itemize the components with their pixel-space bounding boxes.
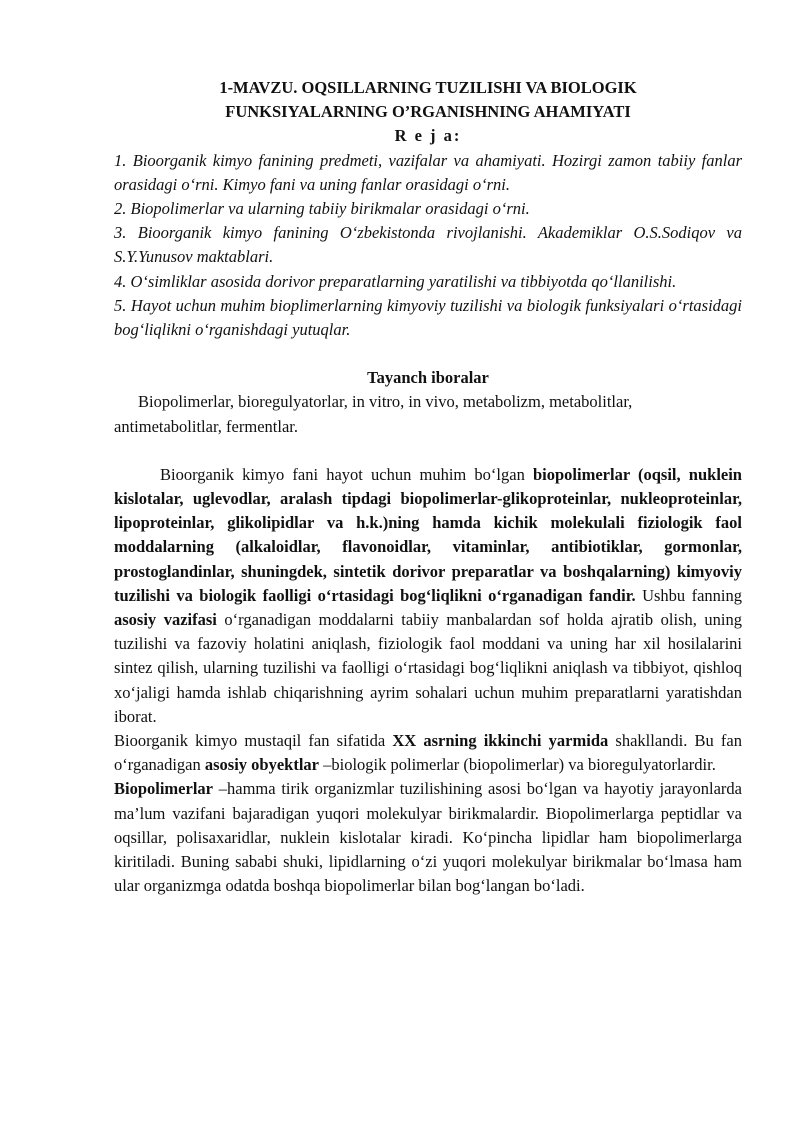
paragraph-text: –hamma tirik organizmlar tuzilishining asosi bo‘lgan va hayotiy jarayonlarda ma’lum vazifani bajaradigan yuqori molekulyar birikmalardir. Biopolimerlarga peptidlar va oqsillar, polisaxaridlar, nuklein kislotalar kiradi. Ko‘pincha lipidlar ham biopolimerlarga kiritiladi. Buning sababi shuki, lipidlarning o‘zi yuqori molekulyar birikmalar bo‘lmasa ham ular organizmga odatda boshqa biopolimerlar bilan bog‘langan bo‘ladi. bbox=[114, 779, 742, 896]
paragraph-text: Bioorganik kimyo fani hayot uchun muhim bo‘lgan bbox=[160, 464, 533, 484]
paragraph-bold: Biopolimerlar bbox=[114, 779, 213, 799]
spacer bbox=[114, 342, 742, 366]
paragraph-biopolymers bbox=[114, 777, 742, 898]
topic-title-line-2: FUNKSIYALARNING O’RGANISHNING AHAMIYATI bbox=[225, 102, 631, 122]
keywords-heading: Tayanch iboralar bbox=[367, 368, 489, 388]
paragraph-bold: XX asrning ikkinchi yarmida bbox=[392, 731, 609, 751]
plan-item: 2. Biopolimerlar va ularning tabiiy birikmalar orasidagi o‘rni. bbox=[114, 199, 530, 219]
plan-item: 5. Hayot uchun muhim bioplimerlarning kimyoviy tuzilishi va biologik funksiyalari o‘rtasidagi bog‘liqlikni o‘rganishdagi yutuqlar. bbox=[114, 295, 742, 340]
paragraph-intro bbox=[114, 463, 742, 729]
paragraph-text: o‘rganadigan moddalarni tabiiy manbalardan sof holda ajratib olish, uning tuzilishi va fazoviy holatini aniqlash, fiziologik faol moddani va uning har xil hosilalarini sintez qilish, ularning tuzilishi va faolligi o‘rtasidagi bog‘liqlikni aniqlash va tibbiyot, qishloq xo‘jaligi hamda ishlab chiqarishning ayrim sohalari uchun muhim preparatlarni yaratishdan iborat. bbox=[114, 610, 742, 726]
plan-item: 1. Bioorganik kimyo fanining predmeti, vazifalar va ahamiyati. Hozirgi zamon tabiiy fanlar orasidagi o‘rni. Kimyo fani va uning fanlar orasidagi o‘rni. bbox=[114, 150, 742, 194]
paragraph-history bbox=[114, 729, 742, 777]
plan-item: 4. O‘simliklar asosida dorivor preparatlarning yaratilishi va tibbiyotda qo‘llanilishi. bbox=[114, 271, 677, 291]
paragraph-text: shakllandi. Bu fan o‘rganadigan bbox=[114, 731, 743, 775]
paragraph-text: Ushbu fanning bbox=[635, 585, 742, 605]
plan-heading: R e j a: bbox=[394, 126, 462, 146]
plan-list bbox=[114, 149, 742, 343]
spacer bbox=[114, 439, 742, 463]
keywords-text: Biopolimerlar, bioregulyatorlar, in vitro, in vivo, metabolizm, metabolitlar, antimetabolitlar, fermentlar. bbox=[114, 392, 633, 436]
plan-item: 3. Bioorganik kimyo fanining O‘zbekistonda rivojlanishi. Akademiklar O.S.Sodiqov va S.Y.Yunusov maktablari. bbox=[114, 223, 742, 267]
paragraph-bold: asosiy vazifasi bbox=[114, 610, 217, 630]
paragraph-bold: asosiy obyektlar bbox=[204, 755, 320, 775]
paragraph-text: Bioorganik kimyo mustaqil fan sifatida bbox=[114, 731, 393, 751]
paragraph-bold: biopolimerlar (oqsil, nuklein kislotalar, uglevodlar, aralash tipdagi biopolimerlar-glikoproteinlar, nukleoproteinlar, lipoproteinlar, glikolipidlar va h.k.)ning hamda kichik molekulali fiziologik faol moddalarning (alkaloidlar, flavonoidlar, vitaminlar, antibiotiklar, gormonlar, prostoglandinlar, shuningdek, sintetik dorivor preparatlar va boshqalarning) kimyoviy tuzilishi va biologik faolligi o‘rtasidagi bog‘liqlikni o‘rganadigan fandir. bbox=[114, 464, 742, 605]
paragraph-text: –biologik polimerlar (biopolimerlar) va bioregulyatorlardir. bbox=[319, 755, 716, 775]
topic-title-line-1: 1-MAVZU. OQSILLARNING TUZILISHI VA BIOLOGIK bbox=[219, 78, 637, 97]
